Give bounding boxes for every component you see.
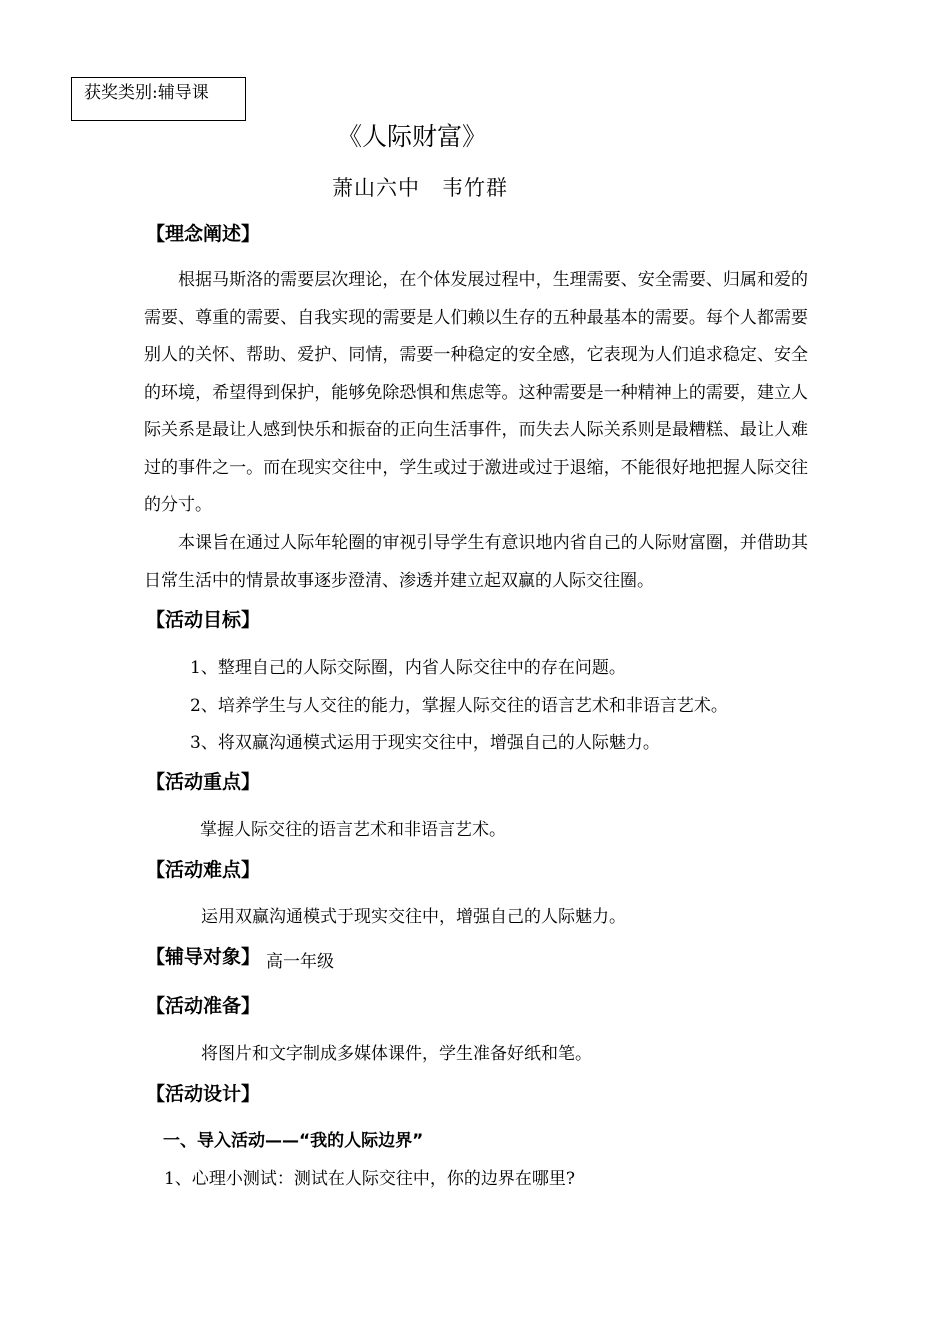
difficulties-text: 运用双赢沟通模式于现实交往中，增强自己的人际魅力。 [201, 907, 626, 927]
design-subheading: 一、导入活动——“我的人际边界” [163, 1131, 424, 1151]
heading-key-points: 【活动重点】 [146, 771, 261, 793]
document-title: 《人际财富》 [336, 122, 487, 151]
key-points-text: 掌握人际交往的语言艺术和非语言艺术。 [200, 820, 506, 840]
target-text: 高一年级 [266, 952, 335, 972]
heading-preparation: 【活动准备】 [146, 995, 261, 1017]
concept-paragraph-2: 本课旨在通过人际年轮圈的审视引导学生有意识地内省自己的人际财富圈，并借助其日常生活中的情景故事逐步澄清、渗透并建立起双赢的人际交往圈。 [144, 533, 808, 591]
goal-item-2: 2、培养学生与人交往的能力，掌握人际交往的语言艺术和非语言艺术。 [190, 696, 728, 716]
goal-item-3: 3、将双赢沟通模式运用于现实交往中，增强自己的人际魅力。 [190, 733, 660, 753]
preparation-text: 将图片和文字制成多媒体课件，学生准备好纸和笔。 [201, 1044, 592, 1064]
author-line: 萧山六中 韦竹群 [332, 176, 508, 200]
concept-paragraph-1: 根据马斯洛的需要层次理论，在个体发展过程中，生理需要、安全需要、归属和爱的需要、尊重的需要、自我实现的需要是人们赖以生存的五种最基本的需要。每个人都需要别人的关怀、帮助、爱护、同情，需要一种稳定的安全感，它表现为人们追求稳定、安全的环境，希望得到保护，能够免除恐惧和焦虑等。这种需要是一种精神上的需要，建立人际关系是最让人感到快乐和振奋的正向生活事件，而失去人际关系则是最糟糕、最让人难过的事件之一。而在现实交往中，学生或过于激进或过于退缩，不能很好地把握人际交往的分寸。 [144, 270, 808, 515]
target-heading-label: 【辅导对象】 [146, 946, 261, 968]
design-item-1: 1、心理小测试：测试在人际交往中，你的边界在哪里? [164, 1169, 575, 1189]
heading-design: 【活动设计】 [146, 1083, 261, 1105]
goal-item-1: 1、整理自己的人际交际圈，内省人际交往中的存在问题。 [190, 658, 626, 678]
award-category-box: 获奖类别:辅导课 [71, 77, 246, 121]
heading-difficulties: 【活动难点】 [146, 859, 261, 881]
heading-concept: 【理念阐述】 [146, 223, 261, 245]
heading-target [146, 944, 334, 971]
heading-goals: 【活动目标】 [146, 609, 261, 631]
